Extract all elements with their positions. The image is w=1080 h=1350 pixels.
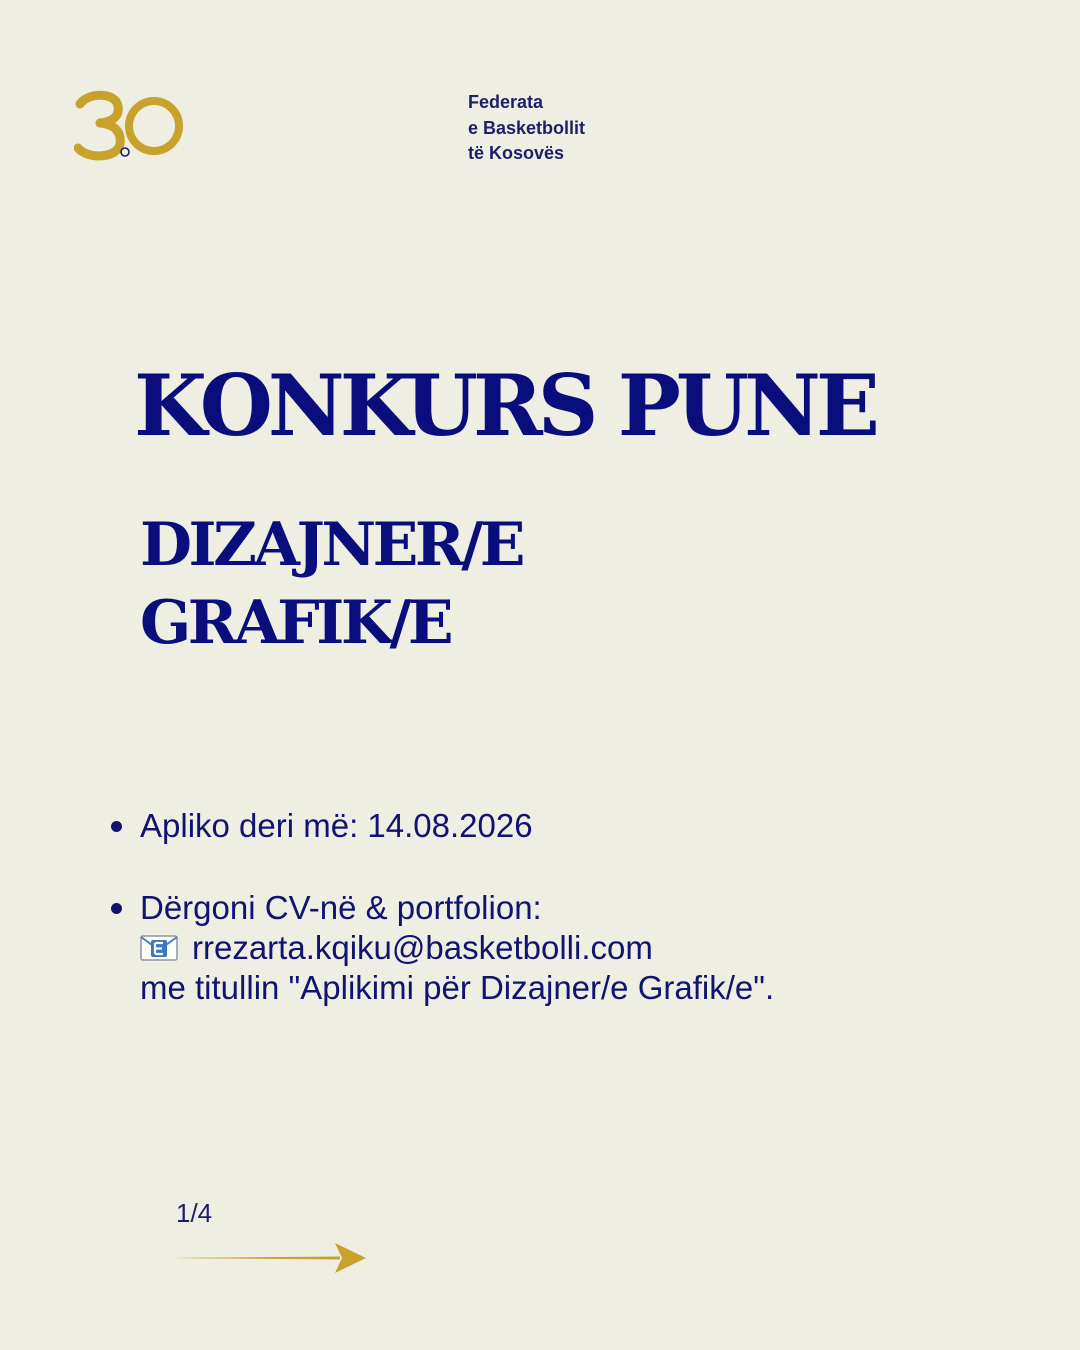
details-list — [108, 806, 774, 1008]
job-position — [140, 506, 522, 662]
email-icon — [140, 934, 178, 962]
deadline-text: Apliko deri më: 14.08.2026 — [140, 807, 533, 844]
email-line — [140, 928, 774, 968]
organization-line: e Basketbollit — [468, 117, 586, 138]
list-item-deadline — [108, 806, 774, 846]
organization-name — [468, 90, 585, 167]
application-instruction: Dërgoni CV-në & portfolion: — [140, 889, 542, 926]
bullet-icon — [111, 903, 122, 914]
arrow-right-icon[interactable] — [170, 1240, 370, 1276]
logo-30-icon — [74, 90, 186, 162]
job-position-line: DIZAJNER/E — [140, 510, 522, 580]
list-item-application — [108, 888, 774, 1008]
job-position-line: GRAFIK/E — [140, 588, 451, 658]
bullet-icon — [111, 821, 122, 832]
organization-line: Federata — [468, 92, 544, 112]
page-indicator: 1/4 — [176, 1198, 213, 1228]
anniversary-logo — [74, 90, 186, 162]
email-link[interactable]: rrezarta.kqiku@basketbolli.com — [192, 929, 653, 966]
organization-line: të Kosovës — [468, 143, 565, 163]
subject-instruction: me titullin "Aplikimi për Dizajner/e Grafik/e". — [140, 969, 775, 1006]
page-title: KONKURS PUNE — [134, 356, 875, 455]
